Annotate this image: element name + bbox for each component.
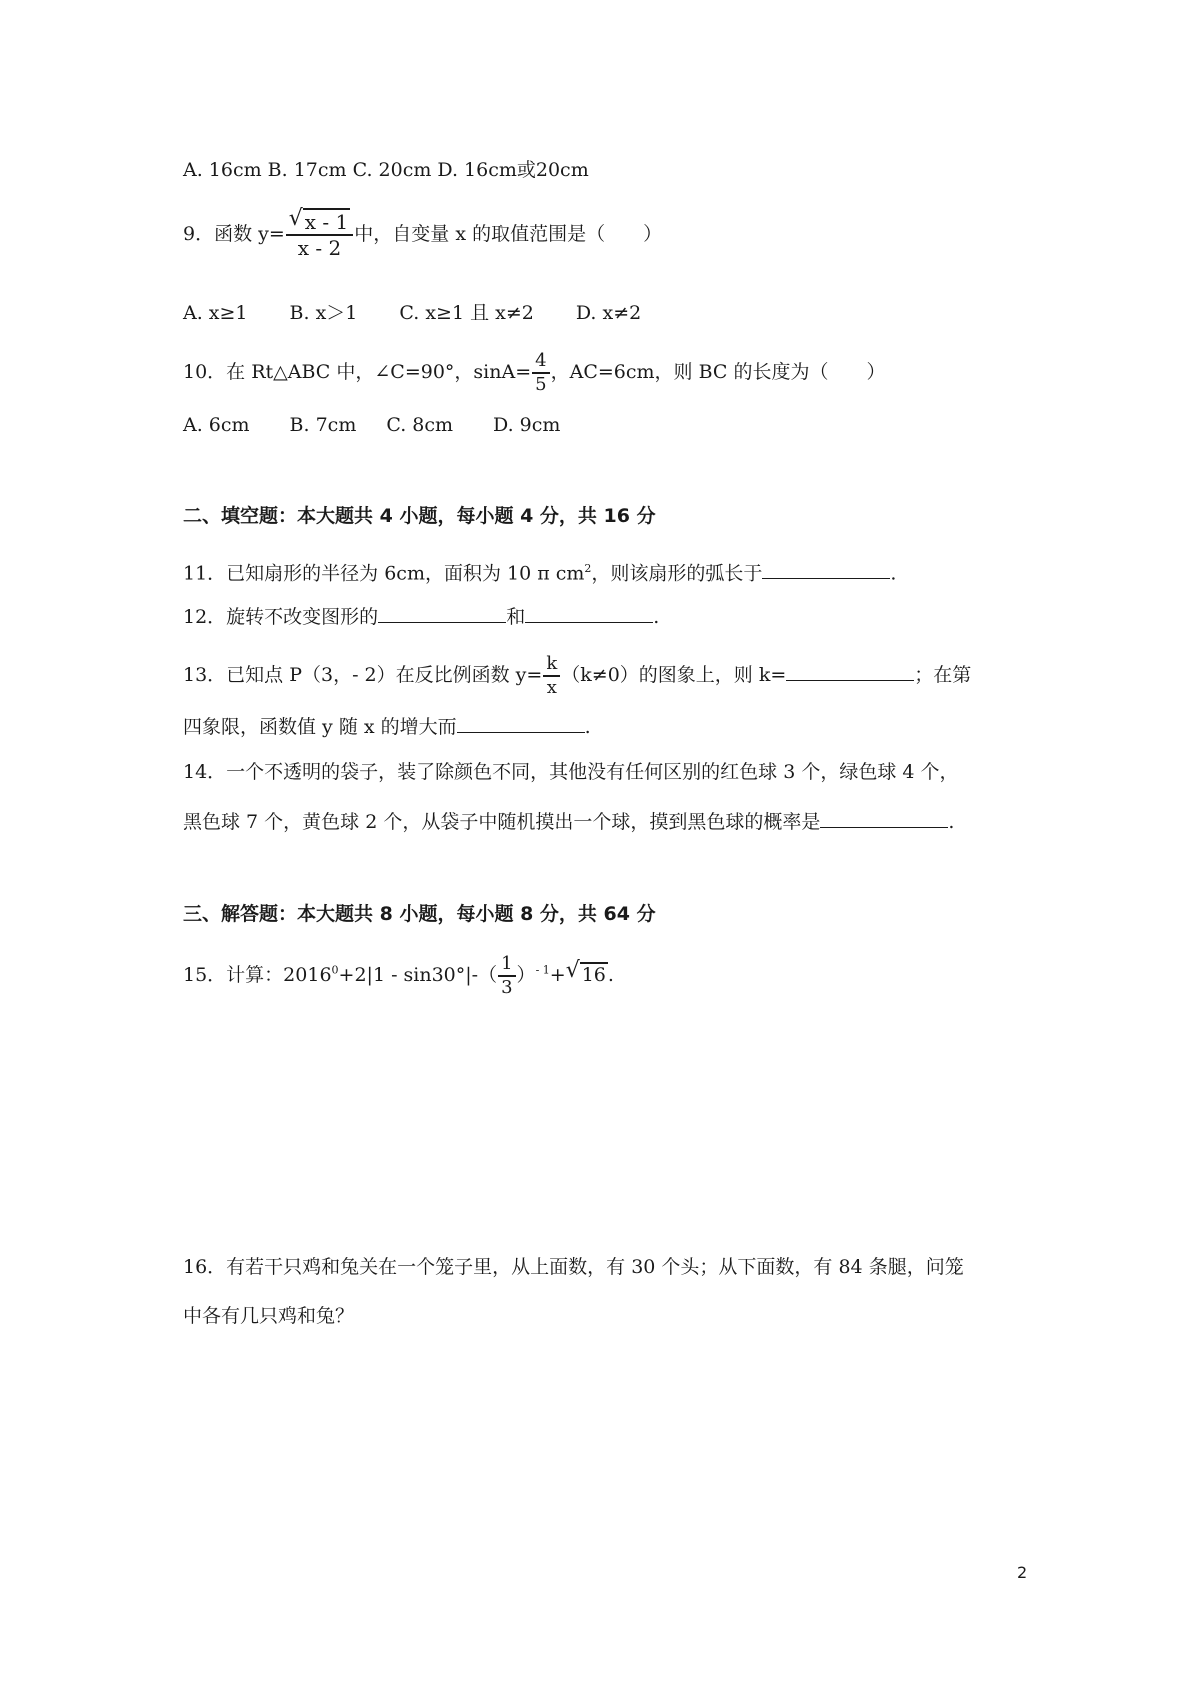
q11-end: .	[890, 562, 897, 585]
q10-option-b: B. 7cm	[289, 414, 357, 436]
q11-text: 11．已知扇形的半径为 6cm，面积为 10 π cm	[183, 562, 585, 585]
q15-fraction	[498, 955, 515, 997]
question-14-line1: 14．一个不透明的袋子，装了除颜色不同，其他没有任何区别的红色球 3 个，绿色球 4 个，	[183, 761, 959, 783]
q10-suffix: ，AC=6cm，则 BC 的长度为（ ）	[550, 361, 886, 383]
question-16-line1: 16．有若干只鸡和兔关在一个笼子里，从上面数，有 30 个头；从下面数，有 84 条腿，问笼	[183, 1256, 964, 1278]
q9-fraction	[286, 206, 353, 260]
q12-text: 12．旋转不改变图形的	[183, 606, 379, 628]
question-11	[183, 555, 896, 587]
q10-prefix: 10．在 Rt△ABC 中，∠C=90°，sinA=	[183, 361, 532, 383]
question-15	[183, 955, 614, 997]
q11-superscript: 2	[584, 562, 592, 575]
q10-options	[183, 411, 560, 439]
q13-answer-blank-2[interactable]	[457, 712, 585, 733]
page-number: 2	[1017, 1563, 1028, 1582]
q9-option-b: B. x＞1	[289, 302, 358, 324]
q15-prefix: 15．计算：2016	[183, 964, 332, 986]
q12-mid: 和	[506, 606, 526, 628]
q15-close: ）	[516, 964, 536, 986]
q13-numerator: k	[543, 655, 560, 677]
q15-numerator: 1	[498, 955, 515, 977]
q10-numerator: 4	[532, 352, 549, 374]
q13-fraction	[543, 655, 560, 697]
q9-option-c: C. x≥1 且 x≠2	[399, 302, 534, 324]
q15-mid: +2|1 - sin30°|-（	[338, 964, 498, 986]
q9-denominator: x - 2	[297, 236, 342, 260]
q11-text2: ，则该扇形的弧长于	[591, 562, 763, 585]
q14-line2: 黑色球 7 个，黄色球 2 个，从袋子中随机摸出一个球，摸到黑色球的概率是	[183, 811, 821, 833]
q15-end: .	[607, 964, 614, 986]
q10-option-a: A. 6cm	[183, 414, 250, 436]
q13-answer-blank-1[interactable]	[786, 660, 914, 681]
q8-options: A. 16cm B. 17cm C. 20cm D. 16cm或20cm	[183, 159, 589, 181]
q14-end: .	[948, 811, 955, 833]
q9-numerator: x - 1	[304, 210, 349, 234]
q11-answer-blank[interactable]	[762, 558, 890, 579]
q9-prefix: 9．函数 y=	[183, 223, 285, 245]
q9-options	[183, 299, 641, 327]
q10-option-c: C. 8cm	[386, 414, 454, 436]
q9-sqrt: √ x - 1	[288, 206, 349, 234]
q13-mid: ；在第	[914, 664, 972, 686]
q10-option-d: D. 9cm	[493, 414, 561, 436]
q10-denominator: 5	[535, 374, 547, 395]
q15-plus: +	[549, 964, 566, 986]
q9-option-d: D. x≠2	[575, 302, 642, 324]
q13-suffix: （k≠0）的图象上，则 k=	[561, 664, 787, 686]
q15-sqrt-value: 16	[581, 964, 606, 986]
q15-sqrt: √ 16	[565, 958, 606, 986]
q15-sup-zero: 0	[331, 963, 339, 977]
section-3-heading: 三、解答题：本大题共 8 小题，每小题 8 分，共 64 分	[183, 903, 656, 925]
q13-prefix: 13．已知点 P（3，- 2）在反比例函数 y=	[183, 664, 543, 686]
question-10	[183, 352, 885, 394]
q15-sup-minus-one: - 1	[535, 963, 550, 977]
q15-denominator: 3	[501, 977, 513, 998]
question-12	[183, 602, 659, 631]
question-16-line2: 中各有几只鸡和兔？	[183, 1305, 355, 1327]
q9-suffix: 中，自变量 x 的取值范围是（ ）	[354, 223, 663, 245]
q12-answer-blank-2[interactable]	[525, 602, 653, 623]
q13-denominator: x	[546, 677, 557, 698]
section-2-heading: 二、填空题：本大题共 4 小题，每小题 4 分，共 16 分	[183, 505, 656, 527]
q14-answer-blank[interactable]	[820, 807, 948, 828]
q13-line2: 四象限，函数值 y 随 x 的增大而	[183, 716, 457, 738]
question-13	[183, 655, 971, 697]
question-13-line2	[183, 712, 591, 741]
q13-end: .	[584, 716, 591, 738]
q12-answer-blank-1[interactable]	[378, 602, 506, 623]
question-9	[183, 206, 663, 260]
question-14-line2	[183, 807, 954, 836]
q12-end: .	[653, 606, 660, 628]
q9-option-a: A. x≥1	[183, 302, 248, 324]
q10-fraction	[532, 352, 549, 394]
